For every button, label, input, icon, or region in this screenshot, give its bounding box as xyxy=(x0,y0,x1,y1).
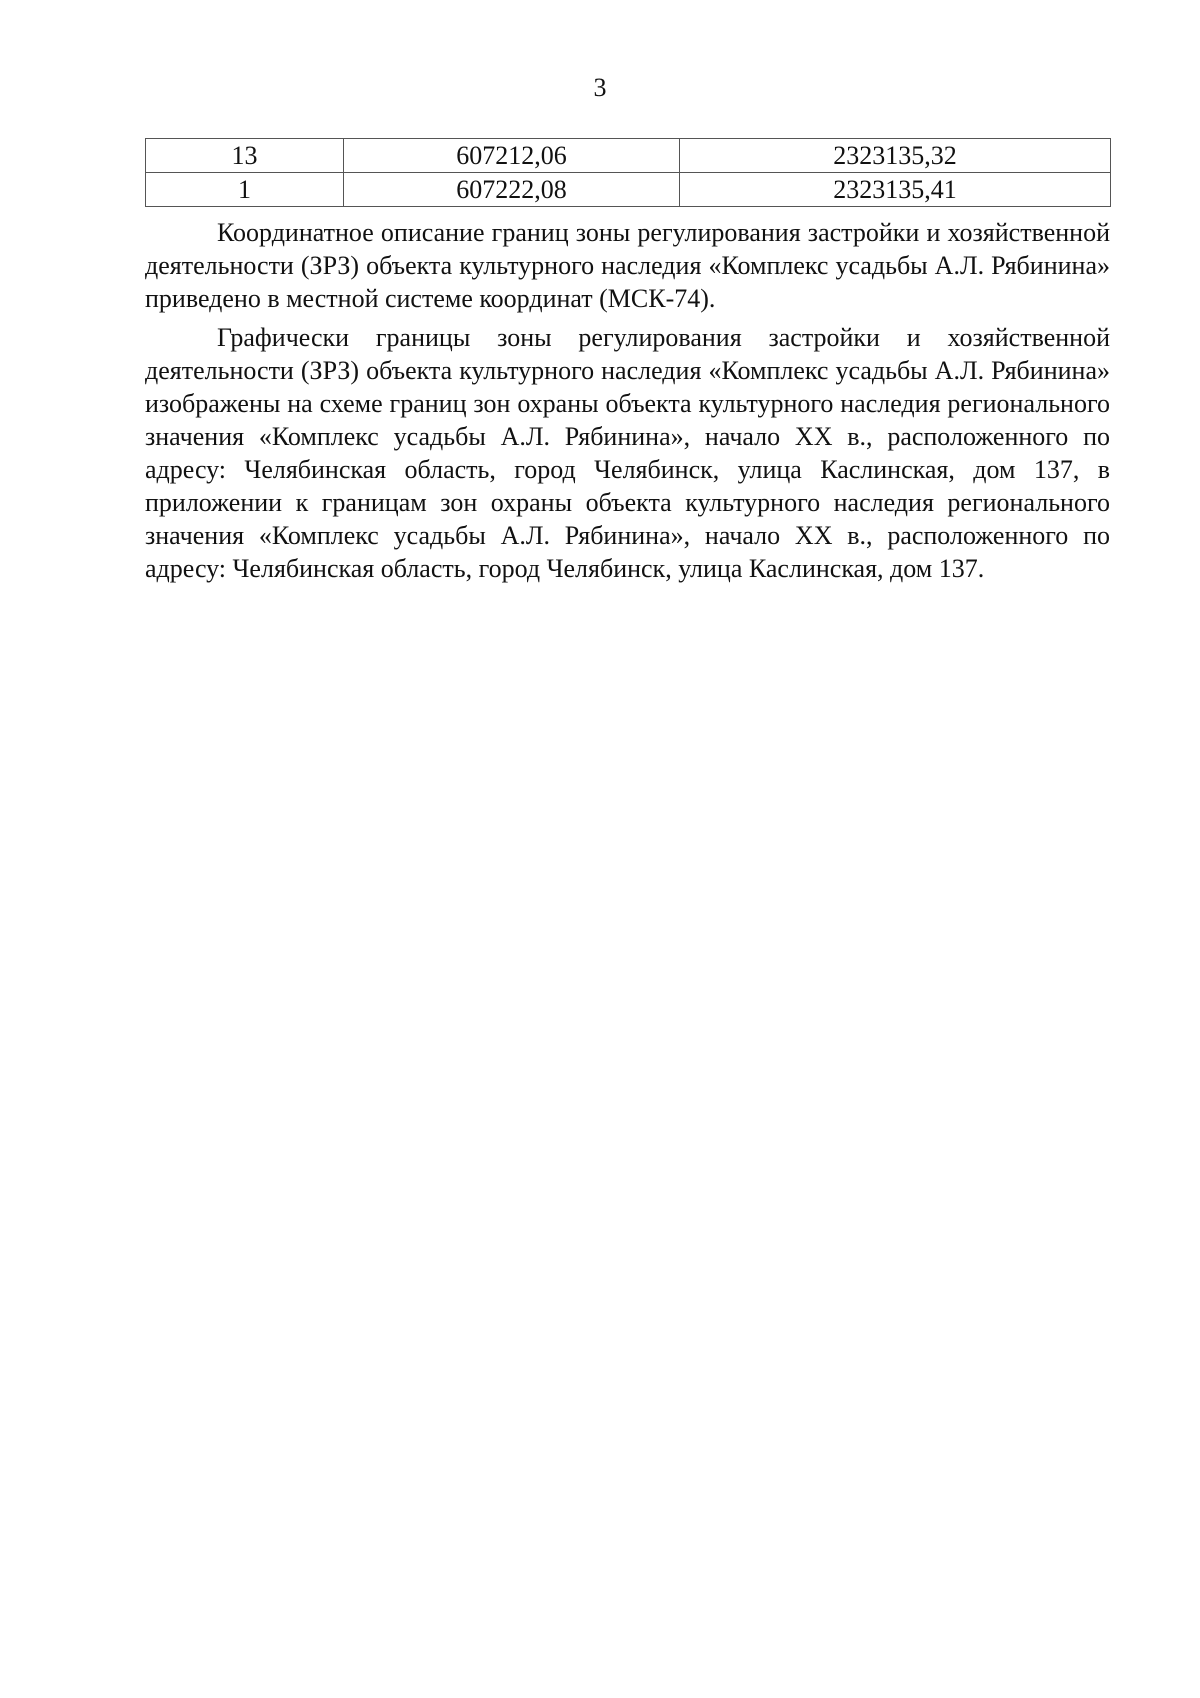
coordinates-table xyxy=(145,138,1111,207)
paragraph-coordinate-description: Координатное описание границ зоны регулирования застройки и хозяйственной деятельности (ЗРЗ) объекта культурного наследия «Комплекс усадьбы А.Л. Рябинина» приведено в местной системе координат (МСК-74). xyxy=(145,218,1110,313)
x-coordinate-cell: 607222,08 xyxy=(344,173,680,207)
point-number-cell: 13 xyxy=(146,139,344,173)
y-coordinate-cell: 2323135,32 xyxy=(680,139,1111,173)
table-row xyxy=(146,173,1111,207)
x-coordinate-cell: 607212,06 xyxy=(344,139,680,173)
paragraph-graphic-boundaries: Графически границы зоны регулирования застройки и хозяйственной деятельности (ЗРЗ) объекта культурного наследия «Комплекс усадьбы А.Л. Рябинина» изображены на схеме границ зон охраны объекта культурного наследия регионального значения «Комплекс усадьбы А.Л. Рябинина», начало XX в., расположенного по адресу: Челябинская область, город Челябинск, улица Каслинская, дом 137, в приложении к границам зон охраны объекта культурного наследия регионального значения «Комплекс усадьбы А.Л. Рябинина», начало XX в., расположенного по адресу: Челябинская область, город Челябинск, улица Каслинская, дом 137. xyxy=(145,323,1110,583)
page-number: 3 xyxy=(593,73,607,102)
document-body xyxy=(145,216,1110,591)
y-coordinate-cell: 2323135,41 xyxy=(680,173,1111,207)
point-number-cell: 1 xyxy=(146,173,344,207)
table-row xyxy=(146,139,1111,173)
